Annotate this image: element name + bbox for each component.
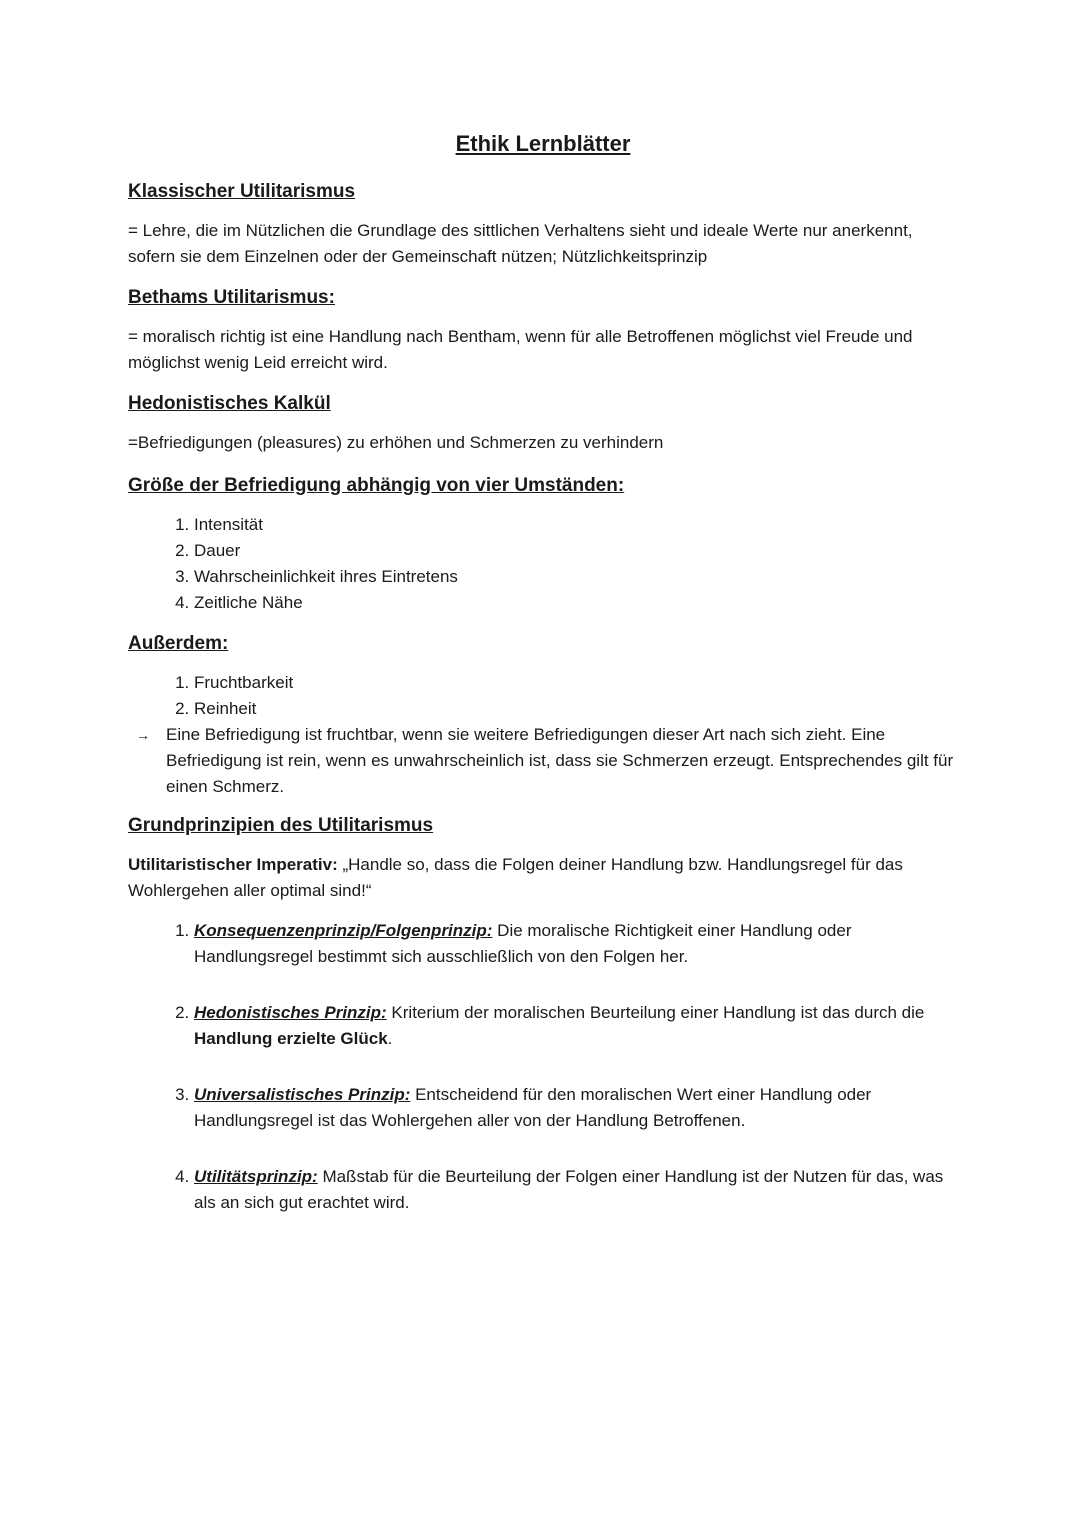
principle-name: Konsequenzenprinzip/Folgenprinzip:	[194, 921, 493, 940]
list-item: 2. Dauer	[194, 538, 958, 564]
definition-hedonistisches-kalkuel: =Befriedigungen (pleasures) zu erhöhen und Schmerzen zu verhindern	[128, 433, 664, 452]
heading-groesse-befriedigung: Größe der Befriedigung abhängig von vier Umständen:	[128, 475, 625, 496]
utilitaristischer-imperativ	[128, 852, 958, 904]
principle-tail: .	[387, 1029, 393, 1048]
arrow-right-icon: →	[136, 727, 150, 743]
list-item: 1. Intensität	[194, 512, 958, 538]
principle-item	[194, 1000, 958, 1052]
list-item: 1. Fruchtbarkeit	[194, 670, 958, 696]
principle-text: Maßstab für die Beurteilung der Folgen einer Handlung ist der Nutzen für das, was als an sich gut erachtet wird.	[194, 1167, 944, 1212]
arrow-note-text: Eine Befriedigung ist fruchtbar, wenn sie weitere Befriedigungen dieser Art nach sich zieht. Eine Befriedigung ist rein, wenn es unwahrscheinlich ist, dass sie Schmerzen erzeugt. Entsprechendes gilt für einen Schmerz.	[166, 725, 954, 796]
page-title: Ethik Lernblätter	[455, 131, 631, 156]
principle-text: Entscheidend für den moralischen Wert einer Handlung oder Handlungsregel ist das Wohlergehen aller von der Handlung Betroffenen.	[194, 1085, 872, 1130]
heading-ausserdem: Außerdem:	[128, 633, 229, 654]
list-prinzipien	[128, 918, 958, 1216]
imperativ-text: „Handle so, dass die Folgen deiner Handlung bzw. Handlungsregel für das Wohlergehen aller optimal sind!“	[128, 855, 903, 900]
heading-klassischer-utilitarismus: Klassischer Utilitarismus	[128, 181, 356, 202]
heading-grundprinzipien: Grundprinzipien des Utilitarismus	[128, 815, 434, 836]
principle-bold-text: Handlung erzielte Glück	[194, 1029, 388, 1048]
heading-hedonistisches-kalkuel: Hedonistisches Kalkül	[128, 393, 331, 414]
heading-benthams-utilitarismus: Bethams Utilitarismus:	[128, 287, 335, 308]
document-page	[128, 126, 958, 1246]
principle-item	[194, 1082, 958, 1134]
list-ausserdem	[128, 670, 958, 722]
principle-name: Universalistisches Prinzip:	[194, 1085, 411, 1104]
principle-text: Kriterium der moralischen Beurteilung einer Handlung ist das durch die	[386, 1003, 925, 1022]
definition-klassischer-utilitarismus: = Lehre, die im Nützlichen die Grundlage des sittlichen Verhaltens sieht und ideale Werte nur anerkennt, sofern sie dem Einzelnen oder der Gemeinschaft nützen; Nützlichkeitsprinzip	[128, 221, 913, 266]
principle-item	[194, 1164, 958, 1216]
list-umstaende	[128, 512, 958, 616]
list-item: 4. Zeitliche Nähe	[194, 590, 958, 616]
list-item: 2. Reinheit	[194, 696, 958, 722]
list-item: 3. Wahrscheinlichkeit ihres Eintretens	[194, 564, 958, 590]
imperativ-label: Utilitaristischer Imperativ:	[128, 855, 338, 874]
principle-name: Utilitätsprinzip:	[194, 1167, 318, 1186]
principle-text: Die moralische Richtigkeit einer Handlung oder Handlungsregel bestimmt sich ausschließlich von den Folgen her.	[194, 921, 852, 966]
definition-benthams-utilitarismus: = moralisch richtig ist eine Handlung nach Bentham, wenn für alle Betroffenen möglichst viel Freude und möglichst wenig Leid erreicht wird.	[128, 327, 913, 372]
arrow-note	[128, 722, 958, 800]
principle-name: Hedonistisches Prinzip:	[194, 1003, 387, 1022]
principle-item	[194, 918, 958, 970]
